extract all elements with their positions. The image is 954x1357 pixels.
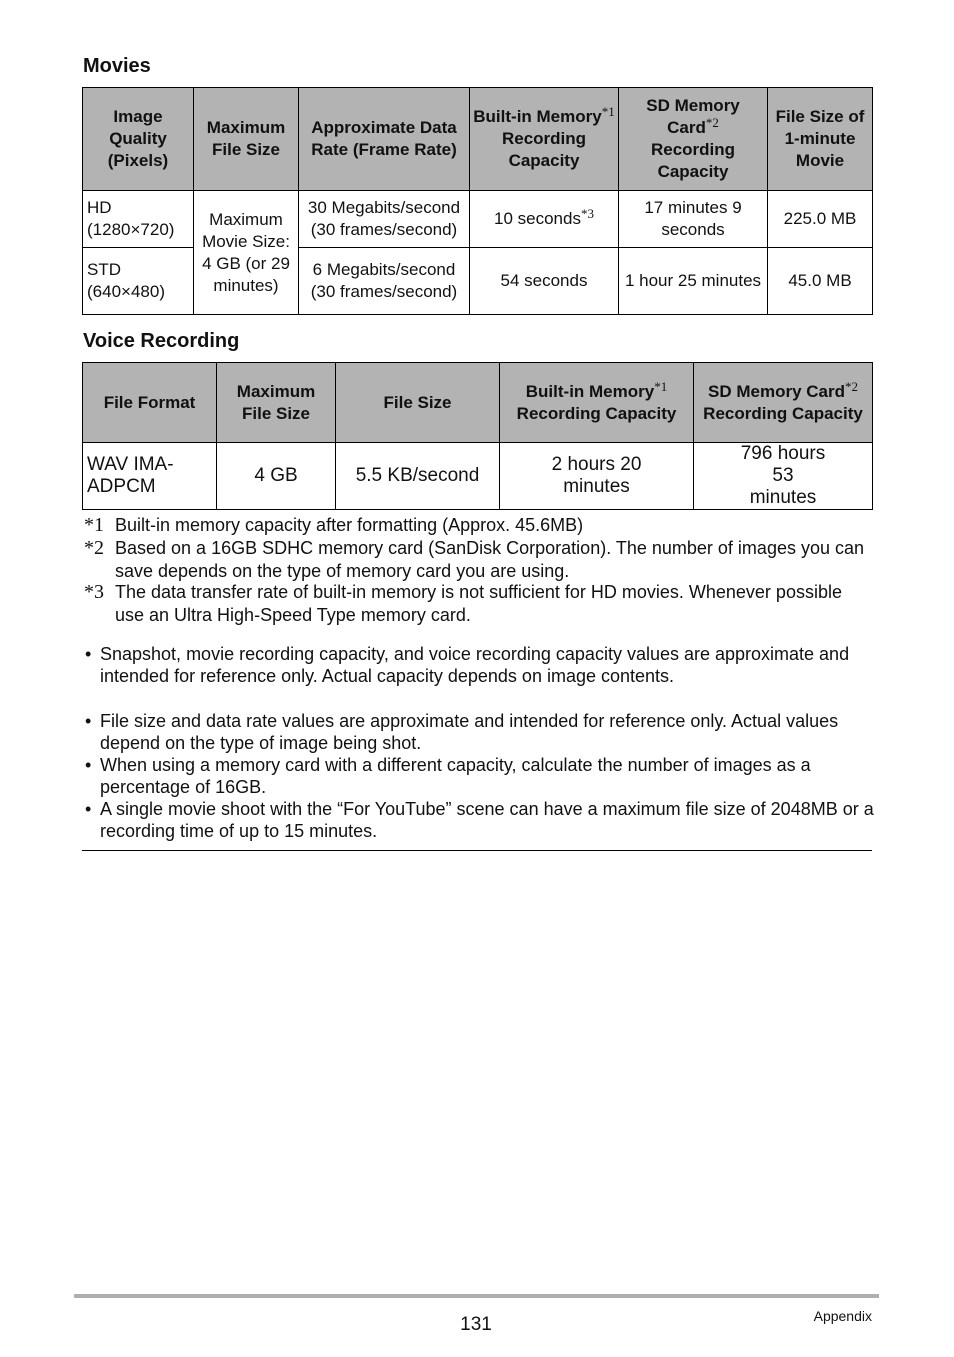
cell-format: WAV IMA-ADPCM: [83, 443, 217, 510]
bullet-text: When using a memory card with a different capacity, calculate the number of images as a percentage of 16GB.: [100, 755, 811, 798]
header-max-file-size: Maximum File Size: [217, 363, 336, 443]
footnote-text: Built-in memory capacity after formatting (Approx. 45.6MB): [115, 515, 584, 535]
footnote-text: The data transfer rate of built-in memory is not sufficient for HD movies. Whenever possible use an Ultra High-Speed Type memory card.: [115, 582, 842, 625]
header-max-file-size: Maximum File Size: [194, 88, 299, 191]
header-builtin-capacity: Built-in Memory$^{*1}$ Recording Capacity: [500, 363, 694, 443]
footnote-ref: *3: [580, 206, 594, 221]
header-file-size-minute: File Size of 1-minute Movie: [768, 88, 873, 191]
page-number: 131: [460, 1314, 492, 1335]
cell-sd: 796 hours 53 minutes: [694, 443, 873, 510]
cell-builtin: 54 seconds: [470, 248, 619, 315]
cell-size: 45.0 MB: [768, 248, 873, 315]
footnote: [84, 514, 874, 537]
footnote-mark: *1: [84, 514, 104, 536]
cell-quality: STD (640×480): [83, 248, 194, 315]
bullet-icon: •: [85, 755, 92, 775]
table-row: [83, 191, 873, 248]
footnote-ref: *2: [844, 378, 858, 394]
cell-sd: 17 minutes 9 seconds: [619, 191, 768, 248]
list-item: [84, 710, 874, 755]
header-builtin-capacity: Built-in Memory$^{*1}$ Recording Capacity: [470, 88, 619, 191]
bullet-icon: •: [85, 799, 92, 819]
movies-table: [82, 87, 873, 315]
header-file-format: File Format: [83, 363, 217, 443]
list-item: [84, 754, 874, 799]
footnote-ref: *1: [654, 378, 668, 394]
section-divider: [82, 850, 872, 851]
cell-max: 4 GB: [217, 443, 336, 510]
cell-max-file-size: Maximum Movie Size: 4 GB (or 29 minutes): [194, 191, 299, 315]
table-row: [83, 443, 873, 510]
header-data-rate: Approximate Data Rate (Frame Rate): [299, 88, 470, 191]
cell-rate: 30 Megabits/second (30 frames/second): [299, 191, 470, 248]
cell-size: 225.0 MB: [768, 191, 873, 248]
bullet-text: File size and data rate values are approximate and intended for reference only. Actual values depend on the type of image being shot.: [100, 711, 839, 754]
voice-table: [82, 362, 873, 510]
cell-sd: 1 hour 25 minutes: [619, 248, 768, 315]
cell-quality: HD (1280×720): [83, 191, 194, 248]
bullet-icon: •: [85, 644, 92, 664]
footnote: [84, 581, 874, 627]
cell-size: 5.5 KB/second: [336, 443, 500, 510]
cell-builtin: 10 seconds$^{*3}$: [470, 191, 619, 248]
list-item: [84, 643, 874, 688]
footnote-mark: *2: [84, 537, 104, 559]
header-sd-capacity: SD Memory Card$^{*2}$ Recording Capacity: [694, 363, 873, 443]
section-label: Appendix: [813, 1308, 872, 1324]
bullet-text: Snapshot, movie recording capacity, and voice recording capacity values are approximate and intended for reference only. Actual capacity depends on image contents.: [100, 644, 850, 687]
bullet-text: A single movie shoot with the “For YouTube” scene can have a maximum file size of 2048MB or a recording time of up to 15 minutes.: [100, 799, 874, 842]
header-file-size: File Size: [336, 363, 500, 443]
bullet-icon: •: [85, 711, 92, 731]
voice-heading: Voice Recording: [83, 330, 240, 352]
footnote-text: Based on a 16GB SDHC memory card (SanDisk Corporation). The number of images you can save depends on the type of memory card you are using.: [115, 538, 865, 581]
footnote-mark: *3: [84, 581, 104, 603]
header-image-quality: Image Quality (Pixels): [83, 88, 194, 191]
cell-builtin: 2 hours 20 minutes: [500, 443, 694, 510]
footer-rule: [74, 1294, 879, 1298]
footnote-ref: *1: [601, 104, 615, 119]
list-item: [84, 798, 874, 843]
header-sd-capacity: SD Memory Card$^{*2}$ Recording Capacity: [619, 88, 768, 191]
footnote: [84, 537, 874, 583]
movies-heading: Movies: [83, 55, 151, 77]
cell-rate: 6 Megabits/second (30 frames/second): [299, 248, 470, 315]
footnote-ref: *2: [705, 115, 719, 130]
